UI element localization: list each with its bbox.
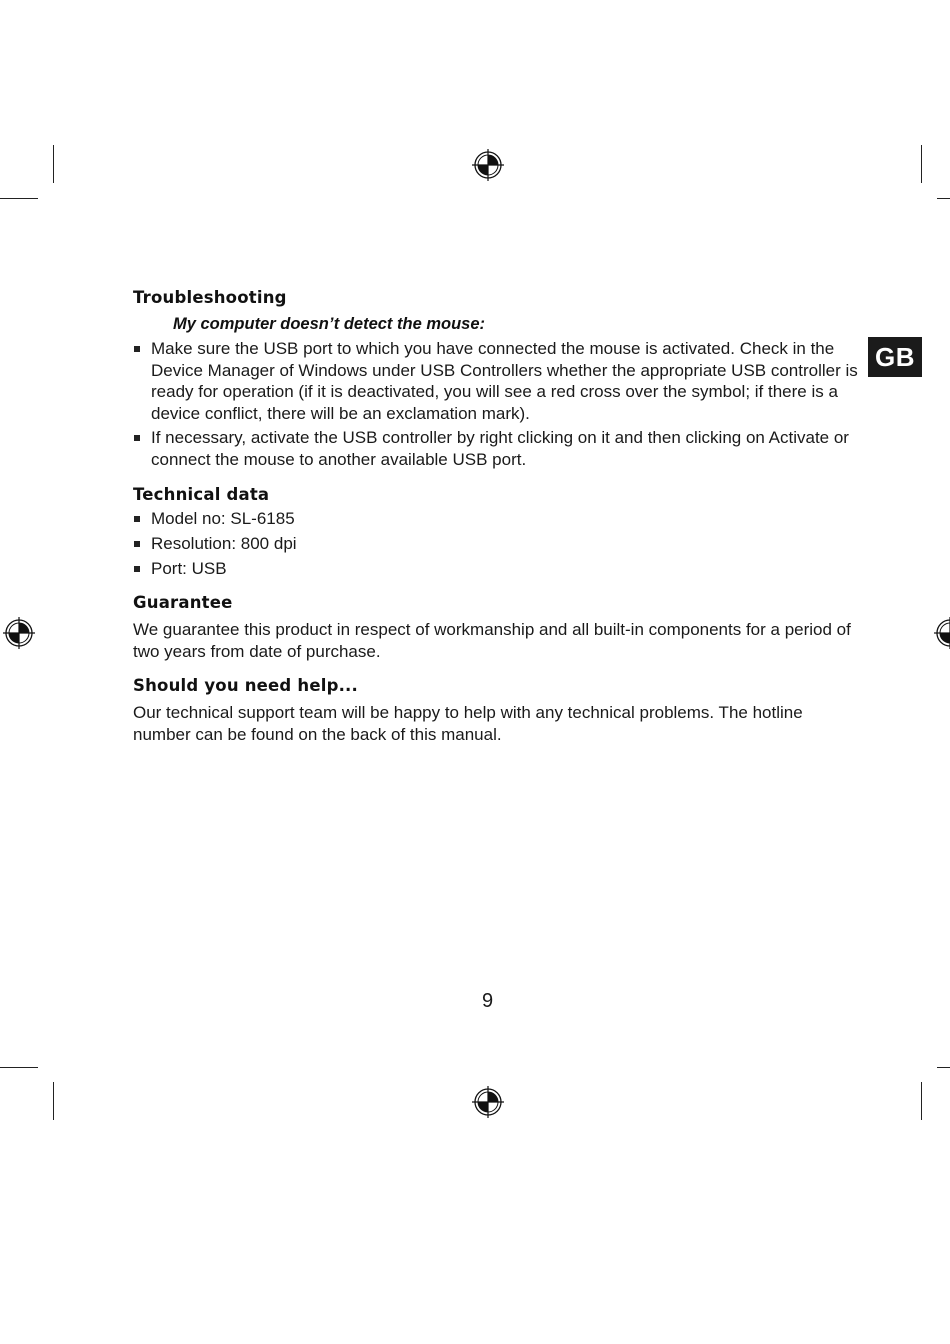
troubleshooting-item: Make sure the USB port to which you have connected the mouse is activated. Check in the Device Manager of Windows under USB Controllers whether the appropriate USB controller is ready for operation (if it is deactivated, you will see a red cross over the symbol; if there is a device conflict, there will be an exclamation mark). xyxy=(133,338,861,424)
registration-mark-top-icon xyxy=(472,149,504,181)
crop-mark-top-left-vertical xyxy=(53,145,54,183)
troubleshooting-heading: Troubleshooting xyxy=(133,288,287,307)
technical-data-item: Port: USB xyxy=(133,558,861,580)
guarantee-section xyxy=(133,593,861,662)
crop-mark-top-left-horizontal xyxy=(0,198,38,199)
registration-mark-left-icon xyxy=(3,617,35,649)
manual-page-content xyxy=(133,288,861,746)
crop-mark-bottom-left-vertical xyxy=(53,1082,54,1120)
help-body: Our technical support team will be happy to help with any technical problems. The hotline number can be found on the back of this manual. xyxy=(133,703,803,744)
technical-data-item: Resolution: 800 dpi xyxy=(133,533,861,555)
troubleshooting-section xyxy=(133,288,861,471)
crop-mark-bottom-right-horizontal xyxy=(937,1067,950,1068)
page-number: 9 xyxy=(481,990,494,1012)
crop-mark-bottom-left-horizontal xyxy=(0,1067,38,1068)
help-heading: Should you need help... xyxy=(133,676,358,696)
guarantee-body: We guarantee this product in respect of workmanship and all built-in components for a period of two years from date of purchase. xyxy=(133,620,851,661)
registration-mark-bottom-icon xyxy=(472,1086,504,1118)
guarantee-heading: Guarantee xyxy=(133,593,233,613)
technical-data-section xyxy=(133,485,861,580)
troubleshooting-list xyxy=(133,338,861,471)
help-section xyxy=(133,676,861,745)
crop-mark-top-right-vertical xyxy=(921,145,922,183)
troubleshooting-item: If necessary, activate the USB controller by right clicking on it and then clicking on Activate or connect the mouse to another available USB port. xyxy=(133,427,861,470)
troubleshooting-subheading: My computer doesn’t detect the mouse: xyxy=(173,315,486,333)
crop-mark-top-right-horizontal xyxy=(937,198,950,199)
crop-mark-bottom-right-vertical xyxy=(921,1082,922,1120)
language-tab-badge: GB xyxy=(868,337,922,377)
technical-data-item: Model no: SL-6185 xyxy=(133,508,861,530)
technical-data-heading: Technical data xyxy=(133,484,270,504)
technical-data-list xyxy=(133,508,861,580)
registration-mark-right-icon xyxy=(934,617,950,649)
